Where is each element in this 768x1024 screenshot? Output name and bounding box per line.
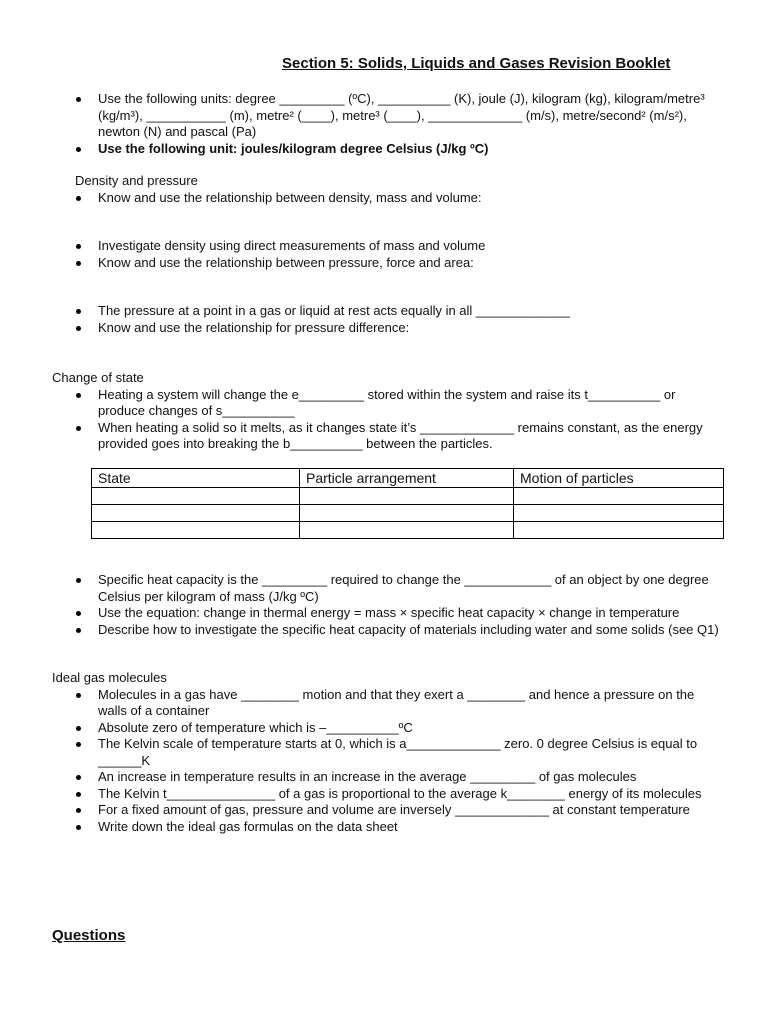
bullet-icon [76, 244, 81, 249]
list-item-text: Use the equation: change in thermal energy = mass × specific heat capacity × change in temperature [98, 605, 680, 620]
table-cell [92, 522, 300, 539]
list-item [52, 802, 722, 819]
section-heading: Change of state [52, 370, 144, 385]
pressure-list [52, 303, 722, 336]
table-cell [514, 488, 724, 505]
list-item-text: Use the following unit: joules/kilogram degree Celsius (J/kg ºC) [98, 140, 489, 156]
bullet-icon [76, 611, 81, 616]
bullet-icon [76, 97, 81, 102]
bullet-icon [76, 726, 81, 731]
list-item [52, 720, 722, 737]
table-header-row [92, 469, 724, 488]
bullet-icon [76, 196, 81, 201]
header-motion-of-particles: Motion of particles [514, 469, 724, 488]
list-item [52, 387, 722, 420]
table-cell [300, 505, 514, 522]
density-pressure-list [52, 238, 722, 271]
bullet-icon [76, 578, 81, 583]
list-item [52, 819, 722, 836]
list-item-text: Use the following units: degree _________ (ºC), __________ (K), joule (J), kilogram (kg), kilogram/metre³ (kg/m³), ___________ (m), metre² (____), metre³ (____), _____________ (m/s), metre/second² (m/s²), newton (N) and pascal (Pa) [98, 91, 705, 139]
table-cell [92, 488, 300, 505]
change-of-state-section [52, 370, 722, 453]
bullet-icon [76, 693, 81, 698]
bullet-icon [76, 261, 81, 266]
list-item [52, 91, 722, 141]
list-item [52, 687, 722, 720]
density-pressure-section [52, 173, 722, 206]
list-item-text: Absolute zero of temperature which is –__________ºC [98, 719, 413, 735]
list-item-text: For a fixed amount of gas, pressure and volume are inversely _____________ at constant temperature [98, 802, 690, 817]
list-item [52, 769, 722, 786]
section-heading: Ideal gas molecules [52, 670, 167, 685]
bullet-icon [76, 742, 81, 747]
list-item [52, 238, 722, 255]
table-cell [92, 505, 300, 522]
bullet-icon [76, 825, 81, 830]
bullet-icon [76, 147, 81, 152]
table-cell [300, 522, 514, 539]
list-item [52, 255, 722, 272]
table-cell [514, 522, 724, 539]
list-item-text: The pressure at a point in a gas or liquid at rest acts equally in all _____________ [98, 303, 570, 318]
bullet-icon [76, 808, 81, 813]
list-item-text: Write down the ideal gas formulas on the data sheet [98, 818, 398, 834]
specific-heat-section [52, 572, 722, 638]
list-item-text: Know and use the relationship between density, mass and volume: [98, 189, 482, 205]
list-item [52, 786, 722, 803]
table-row [92, 522, 724, 539]
list-item-text: The Kelvin scale of temperature starts at 0, which is a_____________ zero. 0 degree Celsius is equal to ______K [98, 736, 698, 768]
bullet-icon [76, 309, 81, 314]
bullet-icon [76, 775, 81, 780]
bullet-icon [76, 792, 81, 797]
section-heading: Density and pressure [75, 173, 198, 188]
table-cell [514, 505, 724, 522]
list-item-text: When heating a solid so it melts, as it changes state it’s _____________ remains constant, as the energy provided goes into breaking the b__________ between the particles. [98, 419, 703, 451]
list-item-text: The Kelvin t_______________ of a gas is proportional to the average k________ energy of its molecules [98, 785, 702, 801]
list-item [52, 303, 722, 320]
bullet-icon [76, 628, 81, 633]
list-item-text: Know and use the relationship for pressure difference: [98, 319, 410, 335]
questions-heading: Questions [52, 927, 126, 944]
page-title: Section 5: Solids, Liquids and Gases Revision Booklet [282, 55, 671, 72]
units-section [52, 91, 722, 157]
header-particle-arrangement: Particle arrangement [300, 469, 514, 488]
list-item [52, 736, 722, 769]
ideal-gas-section [52, 670, 722, 835]
header-state: State [92, 469, 300, 488]
list-item-text: Specific heat capacity is the _________ required to change the ____________ of an object by one degree Celsius per kilogram of mass (J/kg ºC) [98, 572, 709, 604]
list-item [52, 622, 722, 639]
list-item-text: Molecules in a gas have ________ motion and that they exert a ________ and hence a pressure on the walls of a container [98, 686, 695, 718]
list-item [52, 141, 722, 158]
list-item-text: An increase in temperature results in an increase in the average _________ of gas molecules [98, 769, 637, 784]
states-table [91, 468, 724, 539]
table-cell [300, 488, 514, 505]
bullet-icon [76, 393, 81, 398]
list-item-text: Know and use the relationship between pressure, force and area: [98, 254, 474, 270]
list-item [52, 420, 722, 453]
list-item [52, 190, 722, 207]
list-item-text: Heating a system will change the e_________ stored within the system and raise its t__________ or produce changes of s__________ [98, 386, 676, 418]
table-row [92, 488, 724, 505]
table-row [92, 505, 724, 522]
list-item [52, 605, 722, 622]
list-item-text: Describe how to investigate the specific heat capacity of materials including water and some solids (see Q1) [98, 621, 719, 637]
bullet-icon [76, 426, 81, 431]
list-item-text: Investigate density using direct measurements of mass and volume [98, 238, 486, 253]
list-item [52, 572, 722, 605]
bullet-icon [76, 326, 81, 331]
list-item [52, 320, 722, 337]
